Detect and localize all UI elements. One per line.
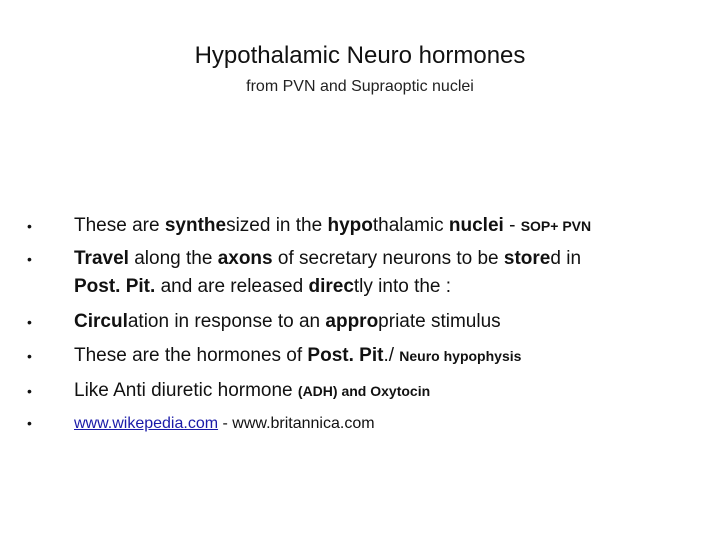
bullet-icon: • bbox=[27, 314, 32, 330]
britannica-text: www.britannica.com bbox=[232, 415, 375, 432]
bullet-icon: • bbox=[27, 348, 32, 364]
bullet-icon: • bbox=[27, 383, 32, 399]
bullet-icon: • bbox=[27, 251, 32, 267]
bullet-text: Circulation in response to an appropriate stimulus bbox=[74, 311, 501, 332]
bullet-text: Post. Pit. and are released directly into the : bbox=[74, 276, 452, 297]
bullet-text: These are synthesized in the hypothalamic nuclei - SOP+ PVN bbox=[74, 215, 592, 236]
page-subtitle: from PVN and Supraoptic nuclei bbox=[246, 78, 474, 95]
bullet-icon: • bbox=[27, 218, 32, 234]
bullet-icon: • bbox=[27, 415, 32, 431]
wikipedia-link[interactable]: www.wikepedia.com bbox=[74, 415, 219, 432]
bullet-text: Like Anti diuretic hormone (ADH) and Oxytocin bbox=[74, 380, 431, 401]
bullet-text: Travel along the axons of secretary neurons to be stored in bbox=[74, 248, 582, 269]
bullet-text: These are the hormones of Post. Pit./ Neuro hypophysis bbox=[74, 345, 522, 366]
bullet-text: www.wikepedia.com - www.britannica.com bbox=[74, 415, 375, 432]
page-title: Hypothalamic Neuro hormones bbox=[194, 42, 526, 69]
